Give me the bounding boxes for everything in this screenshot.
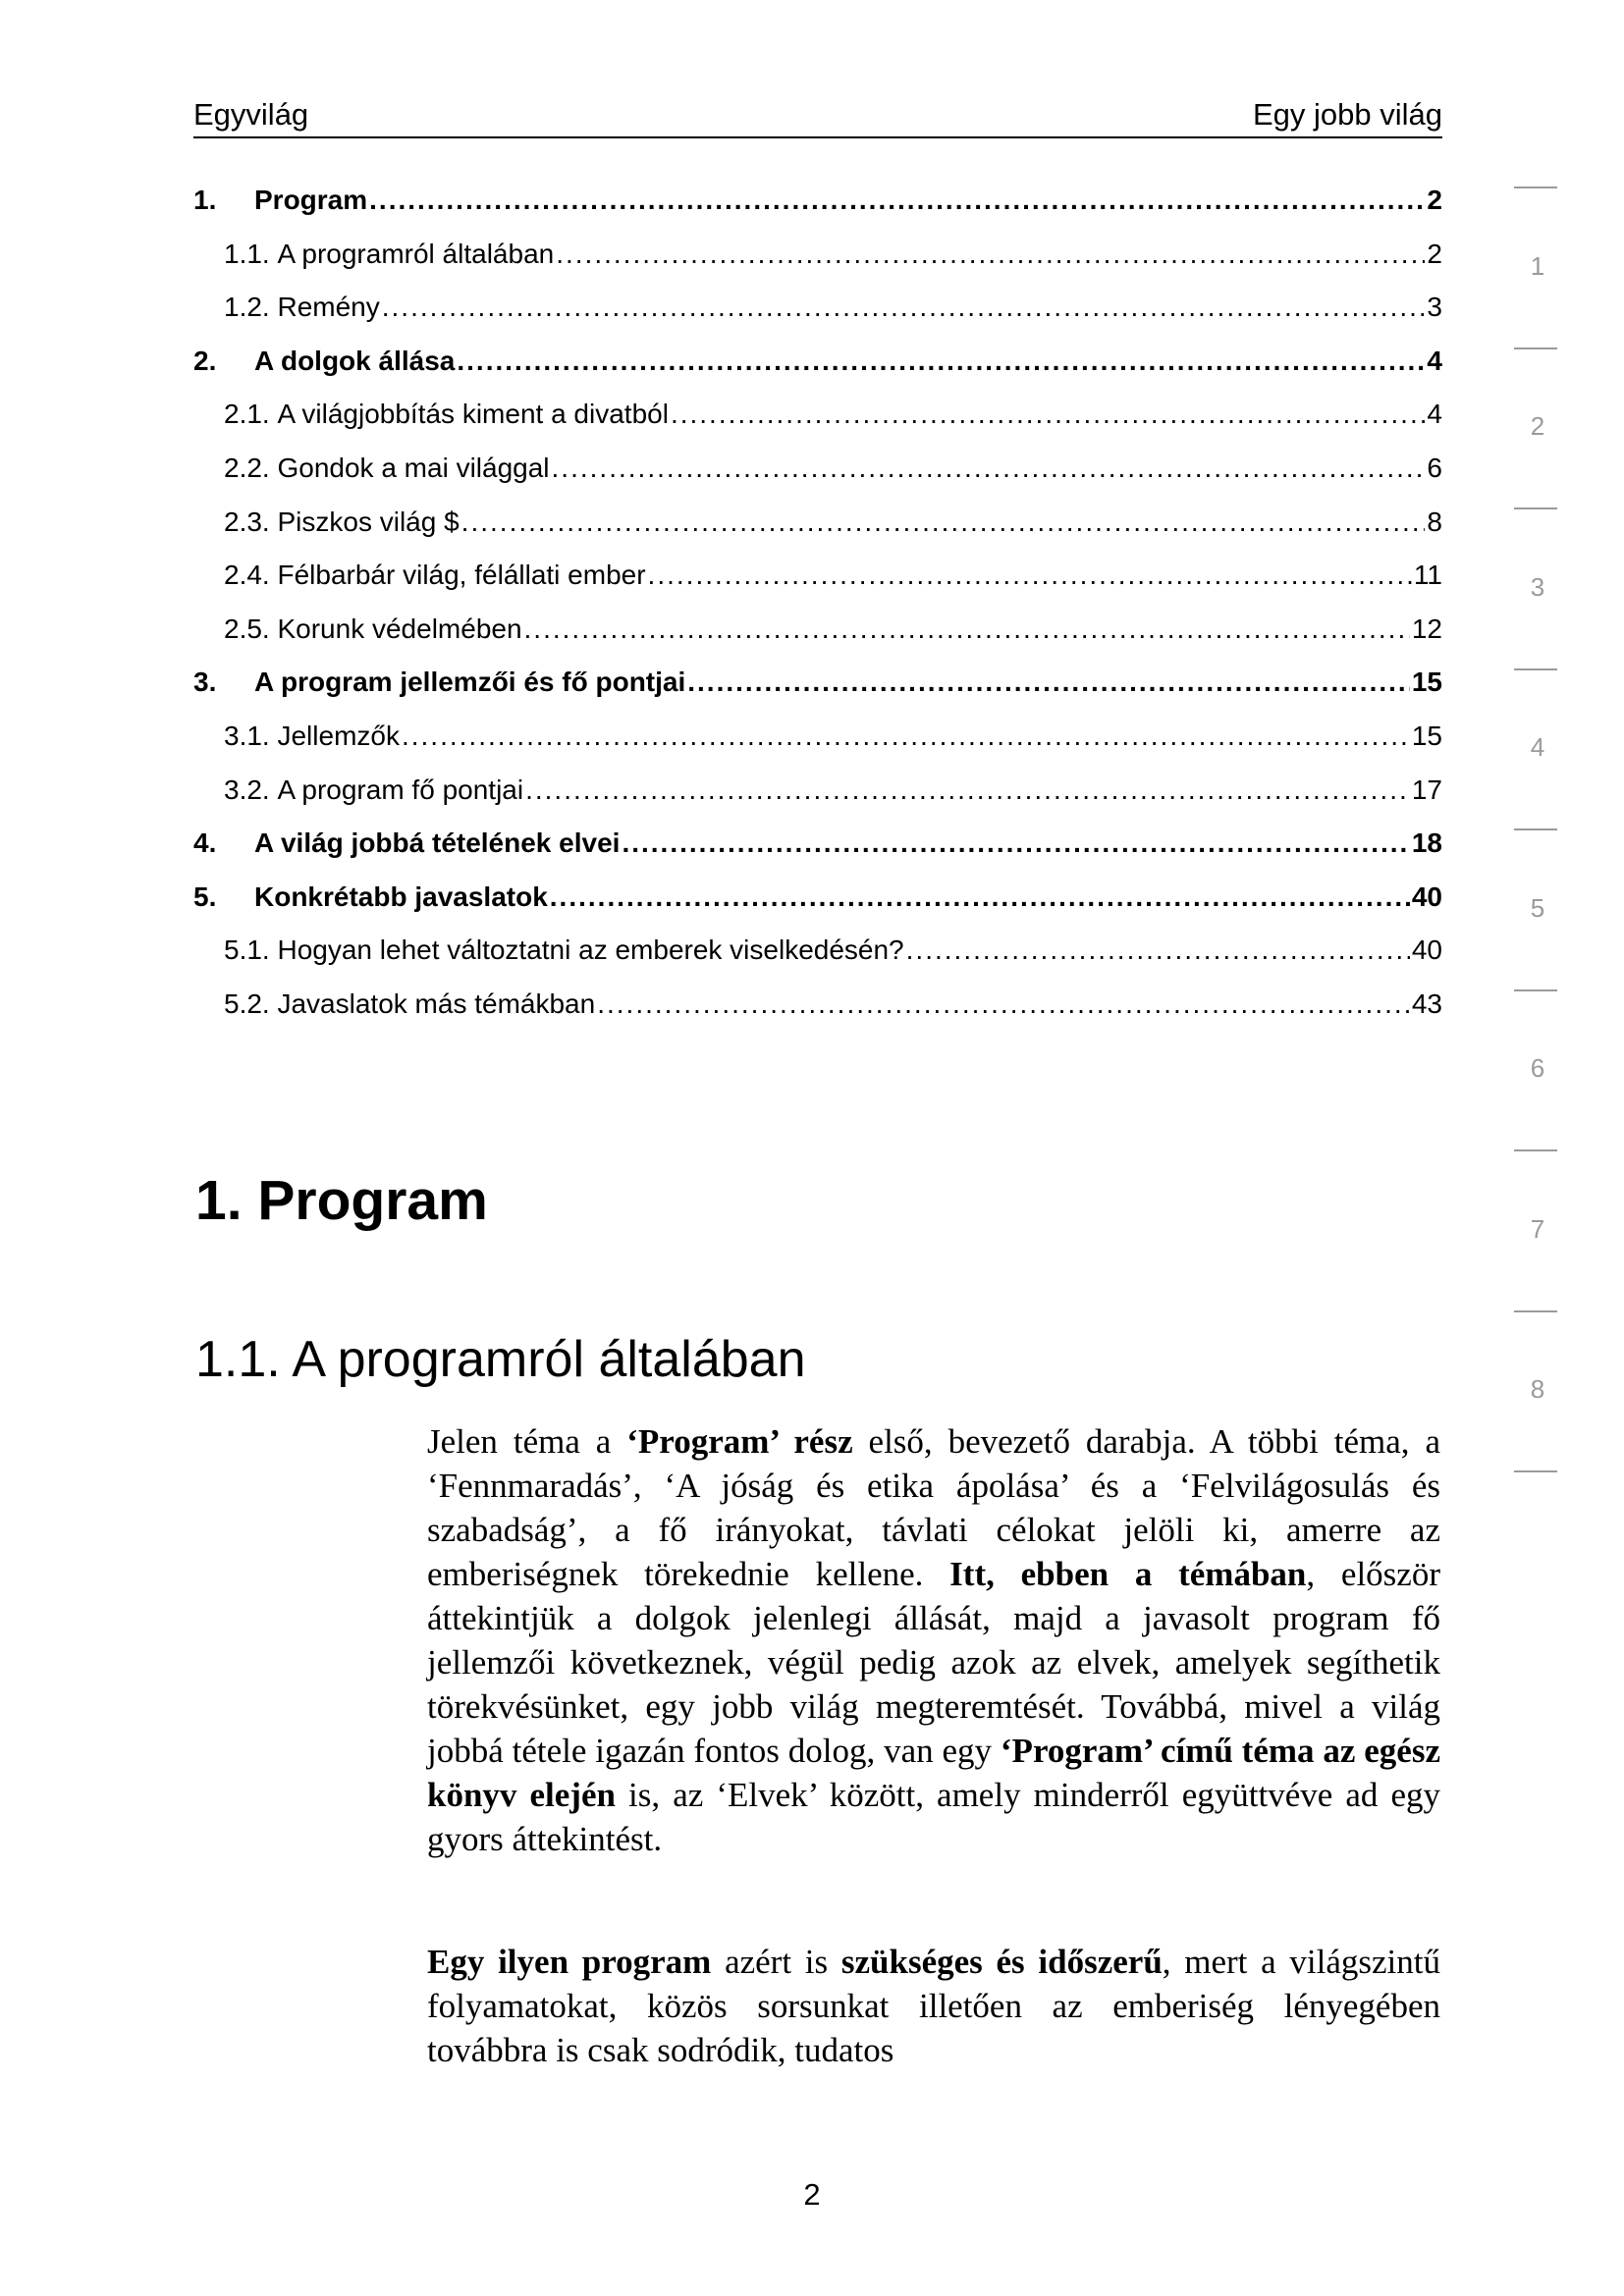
margin-line-number: 1 (1530, 250, 1545, 281)
text-run: , mert a világszintű folyamatokat, közös sorsunkat illetően az emberiség lényegében továbbra is csak sodródik, tudatos (427, 1943, 1440, 2069)
toc-entry[interactable] (193, 453, 1442, 507)
toc-entry-title: Javaslatok más témákban (277, 988, 596, 1019)
toc-entry-number: 2.3. (224, 506, 270, 537)
toc-leader-dots (525, 774, 1410, 806)
toc-entry-number: 3. (193, 667, 217, 698)
toc-entry-page: 40 (1411, 934, 1442, 966)
margin-tick (1514, 1310, 1557, 1312)
toc-entry-page: 40 (1411, 881, 1442, 912)
bold-text-run: szükséges és időszerű (840, 1943, 1163, 1981)
text-run: Jelen téma a (427, 1422, 627, 1461)
toc-entry-title: Konkrétabb javaslatok (254, 881, 548, 912)
toc-entry-page: 6 (1427, 452, 1442, 483)
toc-entry-title: Hogyan lehet változtatni az emberek viselkedésén? (277, 934, 904, 966)
toc-leader-dots (622, 828, 1409, 859)
header-right-title: Egy jobb világ (1252, 97, 1442, 132)
toc-entry-number: 2. (193, 345, 217, 376)
toc-entry-number: 2.1. (224, 399, 270, 430)
margin-tick (1514, 668, 1557, 670)
bold-text-run: ‘Program’ rész (626, 1422, 853, 1461)
toc-entry-page: 8 (1427, 506, 1442, 537)
toc-entry-page: 11 (1413, 560, 1442, 591)
toc-entry-title: Program (254, 185, 368, 215)
toc-entry-page: 18 (1411, 828, 1442, 859)
toc-entry[interactable] (193, 185, 1442, 239)
margin-line-number: 5 (1530, 892, 1545, 923)
margin-tick (1514, 1470, 1557, 1472)
margin-tick (1514, 507, 1557, 509)
toc-leader-dots (382, 292, 1426, 323)
text-run: is, az ‘Elvek’ között, amely minderről együttvéve ad egy gyors áttekintést. (427, 1776, 1440, 1858)
toc-leader-dots (461, 507, 1426, 538)
toc-leader-dots (671, 399, 1425, 430)
toc-entry-number: 4. (193, 828, 217, 859)
toc-entry-number: 1.2. (224, 292, 270, 323)
toc-entry-title: A program fő pontjai (277, 774, 524, 805)
margin-line-number: 4 (1530, 732, 1545, 763)
page-number: 2 (803, 2177, 821, 2212)
toc-entry-number: 5.1. (224, 934, 270, 966)
toc-entry-number: 2.4. (224, 560, 270, 591)
toc-leader-dots (369, 185, 1425, 216)
toc-entry-number: 5. (193, 881, 217, 912)
body-paragraph-1 (427, 1419, 1440, 1861)
toc-entry-number: 3.1. (224, 720, 270, 751)
table-of-contents (193, 185, 1442, 1042)
bold-text-run: ‘Program’ című téma az egész könyv elején (427, 1732, 1440, 1814)
toc-entry-number: 3.2. (224, 774, 270, 805)
margin-tick (1514, 989, 1557, 991)
toc-entry[interactable] (193, 934, 1442, 988)
toc-entry-title: Remény (277, 292, 380, 323)
toc-entry-number: 1. (193, 185, 217, 215)
toc-entry-title: Gondok a mai világgal (277, 452, 550, 483)
text-run: első, bevezető darabja. A többi téma, a ‘Fennmaradás’, ‘A jóság és etika ápolása’ és a ‘Felvilágosulás és szabadság’, a fő irányokat, távlati célokat jelöli ki, amerre az emberiségnek törekednie kellene. (427, 1422, 1441, 1593)
toc-entry-page: 2 (1427, 185, 1442, 215)
toc-entry-title: Jellemzők (277, 720, 400, 751)
margin-tick (1514, 1149, 1557, 1151)
toc-leader-dots (402, 721, 1410, 752)
toc-leader-dots (597, 988, 1410, 1020)
toc-entry-title: A világ jobbá tételének elvei (254, 828, 621, 859)
running-header (193, 98, 1442, 138)
toc-entry-title: A program jellemzői és fő pontjai (254, 667, 686, 698)
toc-entry-number: 2.2. (224, 452, 270, 483)
text-run: azért is (711, 1943, 841, 1981)
margin-tick (1514, 347, 1557, 349)
toc-entry[interactable] (193, 774, 1442, 828)
toc-entry-title: Korunk védelmében (277, 613, 522, 644)
toc-entry-title: Félbarbár világ, félállati ember (277, 560, 646, 591)
toc-entry-number: 2.5. (224, 613, 270, 644)
toc-entry[interactable] (193, 721, 1442, 774)
toc-entry[interactable] (193, 399, 1442, 453)
toc-leader-dots (524, 614, 1410, 645)
toc-entry[interactable] (193, 667, 1442, 721)
toc-entry-title: Piszkos világ $ (277, 506, 460, 537)
toc-leader-dots (556, 239, 1425, 270)
toc-entry[interactable] (193, 988, 1442, 1042)
bold-text-run: Itt, ebben a témában (949, 1555, 1307, 1593)
margin-line-number: 2 (1530, 411, 1545, 442)
toc-leader-dots (687, 667, 1410, 698)
toc-entry-page: 4 (1427, 399, 1442, 430)
toc-leader-dots (457, 346, 1425, 377)
toc-leader-dots (550, 881, 1410, 913)
margin-line-number: 8 (1530, 1374, 1545, 1405)
toc-entry-page: 43 (1411, 988, 1442, 1019)
toc-entry[interactable] (193, 614, 1442, 667)
margin-tick (1514, 187, 1557, 188)
toc-entry[interactable] (193, 881, 1442, 935)
text-run: , először áttekintjük a dolgok jelenlegi állását, majd a javasolt program fő jellemzői következnek, végül pedig azok az elvek, amelyek segíthetik törekvésünket, egy jobb világ megteremtését. Továbbá, mivel a világ jobbá tétele igazán fontos dolog, van egy (427, 1555, 1440, 1770)
body-paragraph-2 (427, 1940, 1440, 2072)
toc-entry-page: 15 (1411, 667, 1442, 698)
margin-line-number: 6 (1530, 1053, 1545, 1084)
margin-line-number: 3 (1530, 571, 1545, 602)
toc-entry[interactable] (193, 560, 1442, 614)
toc-entry-page: 3 (1427, 292, 1442, 323)
toc-entry-title: A programról általában (277, 238, 555, 269)
toc-entry-title: A dolgok állása (254, 345, 456, 376)
toc-entry[interactable] (193, 828, 1442, 881)
bold-text-run: Egy ilyen program (427, 1943, 712, 1981)
chapter-heading: 1. Program (195, 1169, 488, 1232)
toc-leader-dots (648, 560, 1412, 591)
toc-leader-dots (906, 934, 1410, 966)
toc-entry-page: 15 (1411, 720, 1442, 751)
margin-tick (1514, 828, 1557, 830)
header-left-title: Egyvilág (193, 97, 309, 132)
toc-entry[interactable] (193, 239, 1442, 293)
section-heading: 1.1. A programról általában (195, 1331, 806, 1388)
toc-entry[interactable] (193, 292, 1442, 346)
toc-entry-page: 4 (1427, 345, 1442, 376)
toc-entry-number: 1.1. (224, 238, 270, 269)
toc-entry-page: 2 (1427, 238, 1442, 269)
toc-leader-dots (552, 453, 1426, 484)
toc-entry-number: 5.2. (224, 988, 270, 1019)
toc-entry[interactable] (193, 507, 1442, 561)
toc-entry[interactable] (193, 346, 1442, 400)
toc-entry-page: 17 (1411, 774, 1442, 805)
toc-entry-title: A világjobbítás kiment a divatból (277, 399, 669, 430)
margin-line-number: 7 (1530, 1213, 1545, 1244)
toc-entry-page: 12 (1411, 613, 1442, 644)
